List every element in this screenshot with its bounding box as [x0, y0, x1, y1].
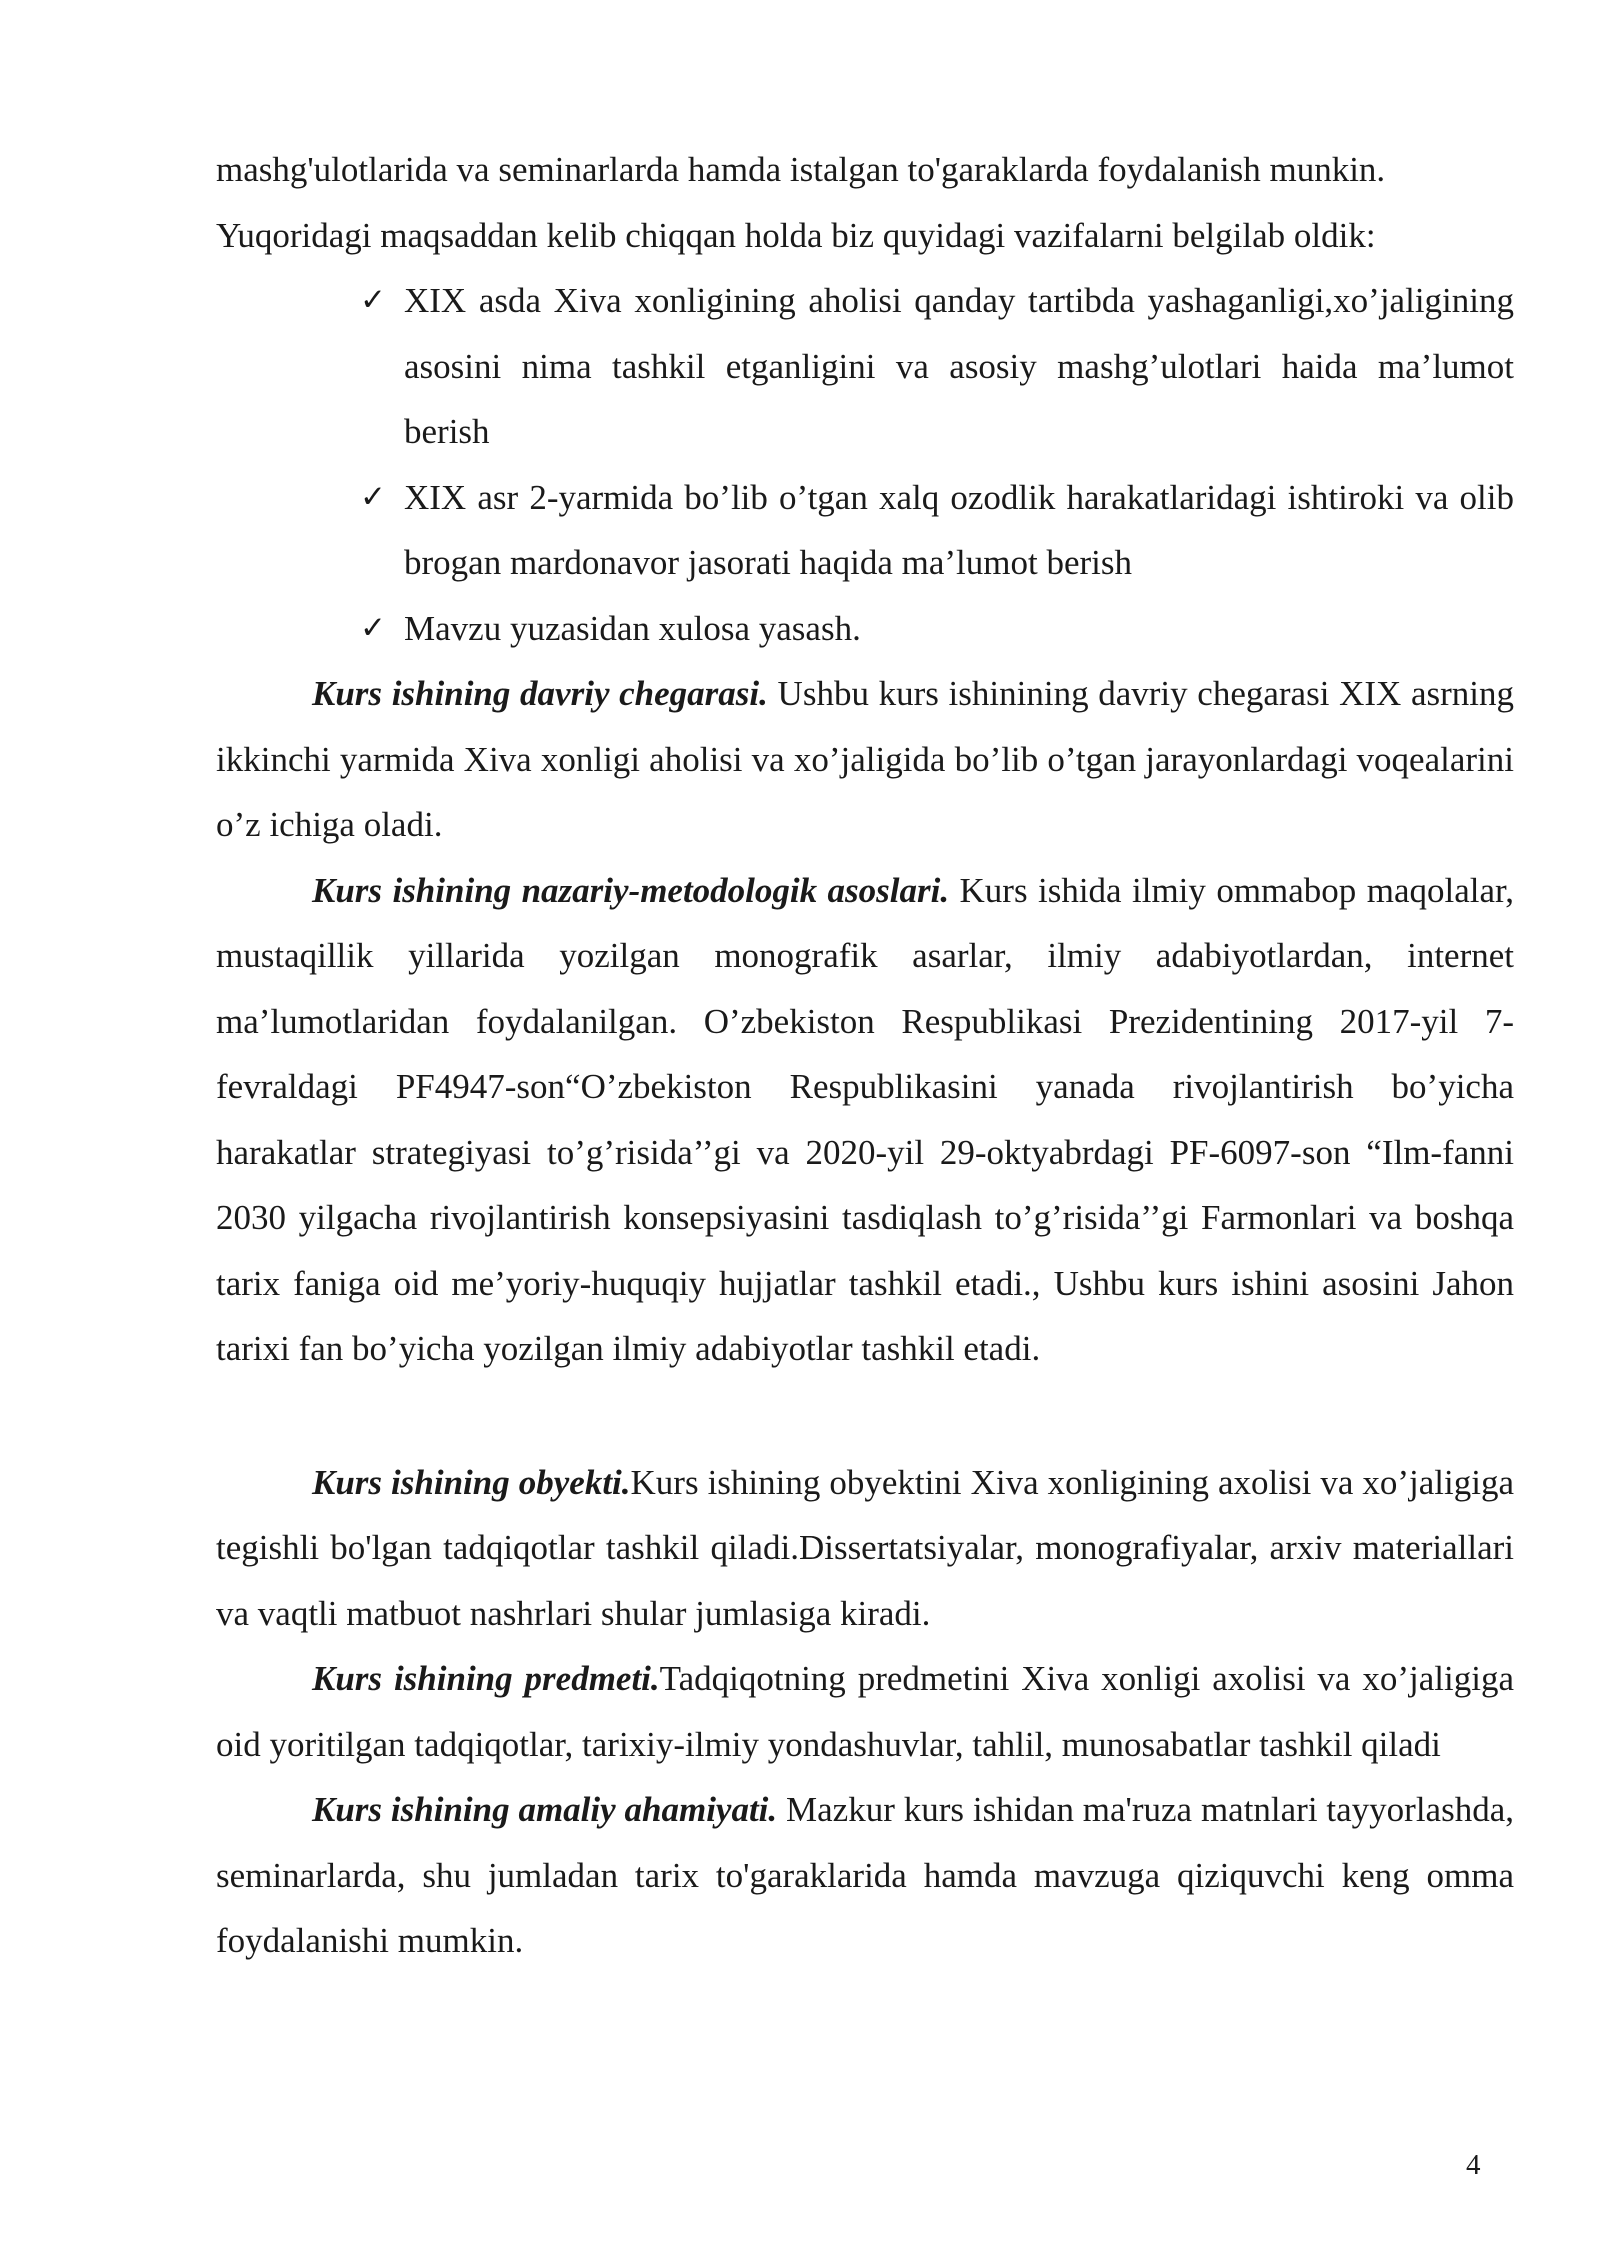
- list-item: [360, 596, 1514, 662]
- section-text: Ushbu kurs ishinining davriy chegarasi XIX asrning ikkinchi yarmida Xiva xonligi aholisi va xo’jaligida bo’lib o’tgan jarayonlardagi voqealarini o’z ichiga oladi.: [216, 674, 1515, 844]
- section-text: Mazkur kurs ishidan ma'ruza matnlari tayyorlashda, seminarlarda, shu jumladan tarix to'garaklarida hamda mavzuga qiziquvchi keng omma foydalanishi mumkin.: [216, 1790, 1514, 1960]
- section-methodology: [216, 858, 1514, 1382]
- paragraph-gap: [216, 1382, 1514, 1450]
- task-text: XIX asr 2-yarmida bo’lib o’tgan xalq ozodlik harakatlaridagi ishtiroki va olib brogan mardonavor jasorati haqida ma’lumot berish: [404, 477, 1514, 582]
- intro-paragraph: [216, 137, 1514, 268]
- task-text: Mavzu yuzasidan xulosa yasash.: [404, 608, 861, 648]
- section-heading: Kurs ishining amaliy ahamiyati.: [312, 1790, 778, 1829]
- section-period: [216, 661, 1514, 858]
- section-subject: [216, 1646, 1514, 1777]
- section-heading: Kurs ishining davriy chegarasi.: [312, 674, 768, 713]
- checkmark-icon: ✓: [360, 609, 386, 646]
- section-practical-value: [216, 1777, 1514, 1974]
- page-number: 4: [1466, 2149, 1481, 2181]
- task-text: XIX asda Xiva xonligining aholisi qanday tartibda yashaganligi,xo’jaligining asosini nima tashkil etganligini va asosiy mashg’ulotlari haida ma’lumot berish: [404, 281, 1514, 451]
- section-heading: Kurs ishining predmeti.: [312, 1659, 660, 1698]
- document-body: [216, 137, 1514, 1974]
- checkmark-icon: ✓: [360, 282, 386, 318]
- intro-line-2: Yuqoridagi maqsaddan kelib chiqqan holda biz quyidagi vazifalarni belgilab oldik:: [216, 215, 1376, 255]
- list-item: [360, 268, 1514, 465]
- task-list: [216, 268, 1514, 661]
- section-text: Kurs ishining obyektini Xiva xonligining axolisi va xo’jaligiga tegishli bo'lgan tadqiqotlar tashkil qiladi.Dissertatsiyalar, monografiyalar, arxiv materiallari va vaqtli matbuot nashrlari shular jumlasiga kiradi.: [216, 1462, 1514, 1633]
- section-text: Kurs ishida ilmiy ommabop maqolalar, mustaqillik yillarida yozilgan monografik asarlar, ilmiy adabiyotlardan, internet ma’lumotlaridan foydalanilgan. O’zbekiston Respublikasi Prezidentining 2017-yil 7-fevraldagi PF4947-son“O’zbekiston Respublikasini yanada rivojlantirish bo’yicha harakatlar strategiyasi to’g’risida’’gi va 2020-yil 29-oktyabrdagi PF-6097-son “Ilm-fanni 2030 yilgacha rivojlantirish konsepsiyasini tasdiqlash to’g’risida’’gi Farmonlari va boshqa tarix faniga oid me’yoriy-huquqiy hujjatlar tashkil etadi., Ushbu kurs ishini asosini Jahon tarixi fan bo’yicha yozilgan ilmiy adabiyotlar tashkil etadi.: [216, 870, 1514, 1368]
- section-heading: Kurs ishining obyekti.: [312, 1462, 631, 1502]
- section-object: [216, 1450, 1514, 1647]
- checkmark-icon: ✓: [360, 478, 386, 515]
- section-heading: Kurs ishining nazariy-metodologik asoslari.: [312, 870, 950, 910]
- list-item: [360, 465, 1514, 596]
- section-text: Tadqiqotning predmetini Xiva xonligi axolisi va xo’jaligiga oid yoritilgan tadqiqotlar, tarixiy-ilmiy yondashuvlar, tahlil, munosabatlar tashkil qiladi: [216, 1659, 1514, 1764]
- intro-line-1: mashg'ulotlarida va seminarlarda hamda istalgan to'garaklarda foydalanish munkin.: [216, 150, 1386, 189]
